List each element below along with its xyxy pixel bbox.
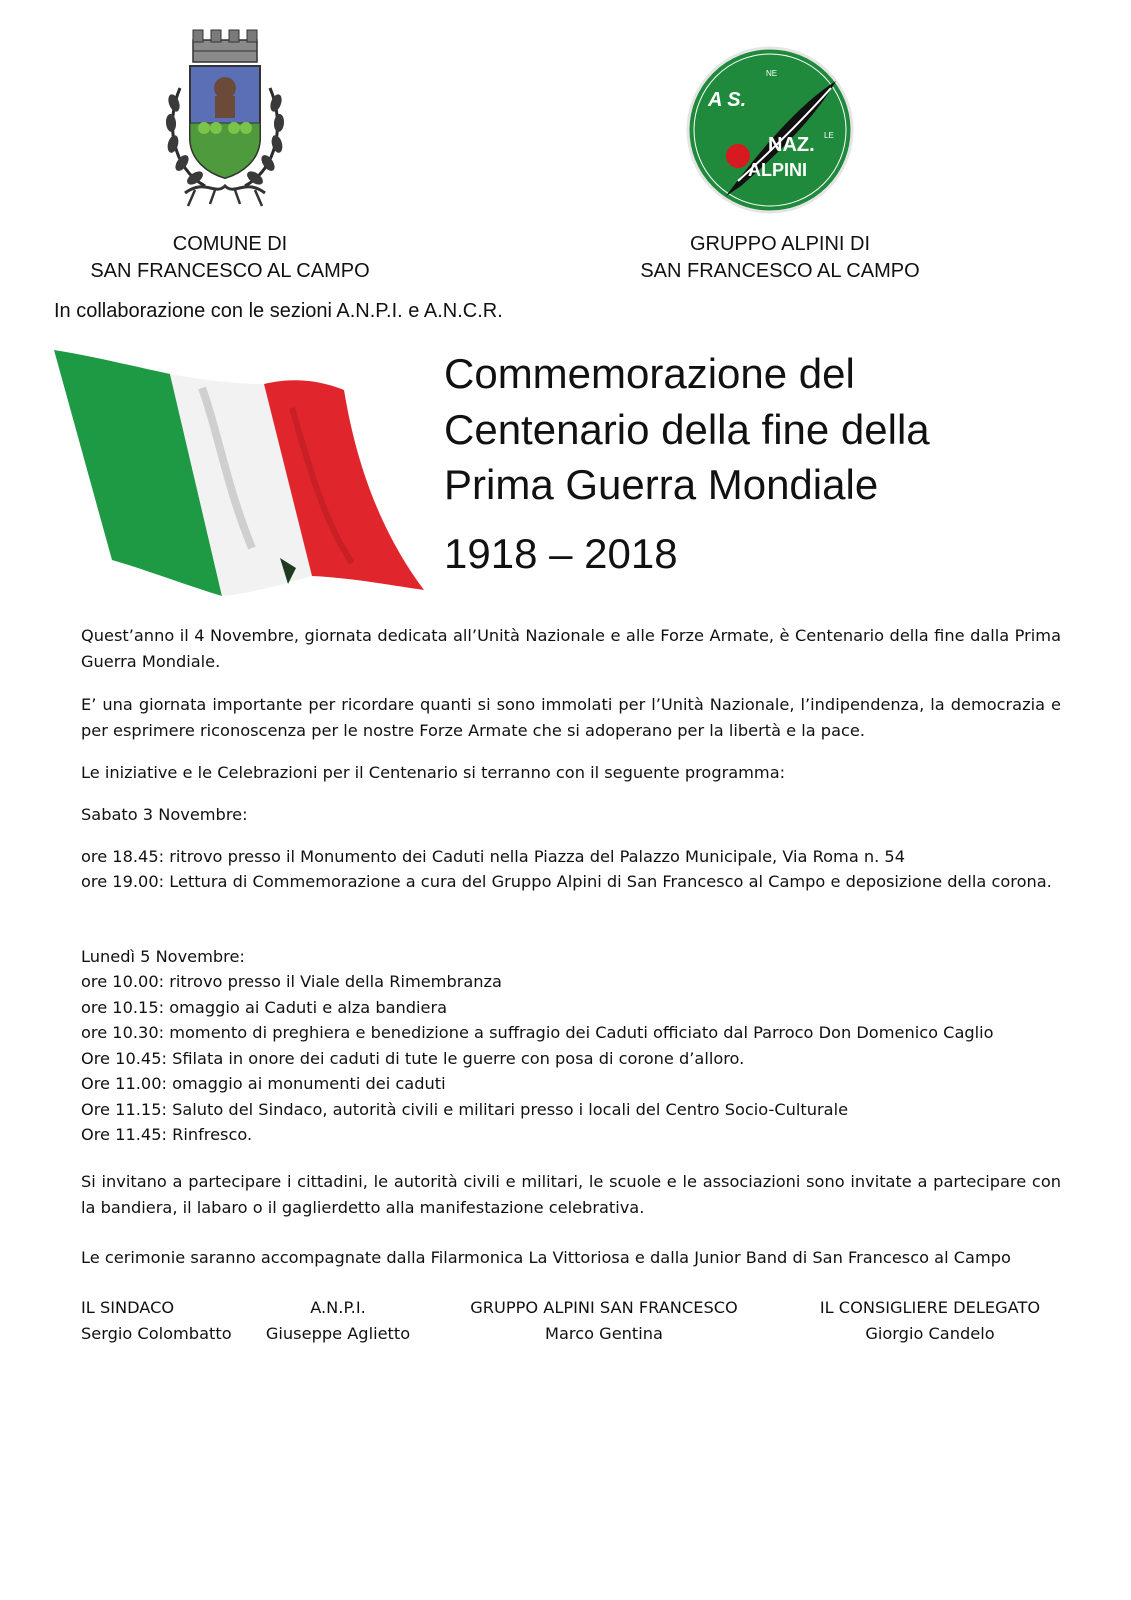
title-line-3: Prima Guerra Mondiale [444,461,879,508]
saturday-item: ore 18.45: ritrovo presso il Monumento dei Caduti nella Piazza del Palazzo Municipale, Via Roma n. 54 [81,847,906,866]
monday-item: Ore 11.15: Saluto del Sindaco, autorità civili e militari presso i locali del Centro Socio-Culturale [81,1099,849,1119]
municipal-coat-of-arms [160,28,290,213]
title-line-1: Commemorazione del [444,350,855,397]
music-note: Le cerimonie saranno accompagnate dalla Filarmonica La Vittoriosa e dalla Junior Band di San Francesco al Campo [81,1248,1011,1267]
signature-anpi [258,1295,418,1346]
monday-item: ore 10.00: ritrovo presso il Viale della Rimembranza [81,972,502,991]
ana-logo-text-as: A S. [708,89,747,111]
signature-role: IL SINDACO [81,1298,175,1317]
left-org-line-1: COMUNE DI [172,233,288,255]
program-intro: Le iniziative e le Celebrazioni per il Centenario si terranno con il seguente programma: [81,763,786,782]
ana-logo-text-alpini: ALPINI [748,160,808,180]
importance-paragraph: E’ una giornata importante per ricordare quanti si sono immolati per l’Unità Nazionale, l’indipendenza, la democrazia e per esprimere riconoscenza per le nostre Forze Armate che si adoperano per la libertà e la pace. [81,695,1061,740]
signature-name: Sergio Colombatto [81,1323,232,1343]
right-org-line-2: SAN FRANCESCO AL CAMPO [640,260,920,282]
signature-role: GRUPPO ALPINI SAN FRANCESCO [470,1298,738,1317]
ana-logo-text-naz: NAZ. [768,134,815,156]
signature-name: Giuseppe Aglietto [265,1323,411,1343]
signature-gruppo-alpini [464,1295,744,1346]
monday-item: ore 10.15: omaggio ai Caduti e alza bandiera [81,997,448,1017]
signature-name: Marco Gentina [545,1323,663,1343]
monday-item: Ore 11.00: omaggio ai monumenti dei caduti [81,1074,446,1093]
saturday-label: Sabato 3 Novembre: [81,805,248,824]
signature-consigliere [812,1295,1048,1346]
monday-item: Ore 11.45: Rinfresco. [81,1125,253,1144]
ana-alpini-logo [686,46,854,214]
left-org-line-2: SAN FRANCESCO AL CAMPO [90,260,370,282]
invitation-paragraph: Si invitano a partecipare i cittadini, le autorità civili e militari, le scuole e le associazioni sono invitate a partecipare con la bandiera, il labaro o il gaglierdetto alla manifestazione celebrativa. [81,1172,1061,1217]
signature-role: IL CONSIGLIERE DELEGATO [819,1298,1041,1317]
collaboration-note: In collaborazione con le sezioni A.N.P.I. e A.N.C.R. [54,300,503,322]
title-line-2: Centenario della fine della [444,406,930,453]
monday-label: Lunedì 5 Novembre: [81,947,245,966]
italian-flag-image [52,348,432,608]
right-org-name [590,231,970,285]
signature-name: Giorgio Candelo [865,1323,995,1343]
intro-paragraph: Quest’anno il 4 Novembre, giornata dedicata all’Unità Nazionale e alle Forze Armate, è Centenario della fine dalla Prima Guerra Mondiale. [81,626,1061,671]
ana-logo-text-le: LE [824,131,834,140]
monday-item: Ore 10.45: Sfilata in onore dei caduti di tute le guerre con posa di corone d’alloro. [81,1048,745,1068]
monday-item: ore 10.30: momento di preghiera e benedizione a suffragio dei Caduti officiato dal Parroco Don Domenico Caglio [81,1023,994,1042]
left-org-name [40,231,420,285]
title-years: 1918 – 2018 [444,530,678,577]
right-org-line-1: GRUPPO ALPINI DI [689,233,871,255]
ana-logo-text-ne: NE [766,69,778,78]
signature-sindaco [81,1295,232,1346]
saturday-item: ore 19.00: Lettura di Commemorazione a cura del Gruppo Alpini di San Francesco al Campo e deposizione della corona. [81,872,1052,891]
monday-schedule [81,969,1061,1148]
signature-role: A.N.P.I. [310,1298,366,1317]
